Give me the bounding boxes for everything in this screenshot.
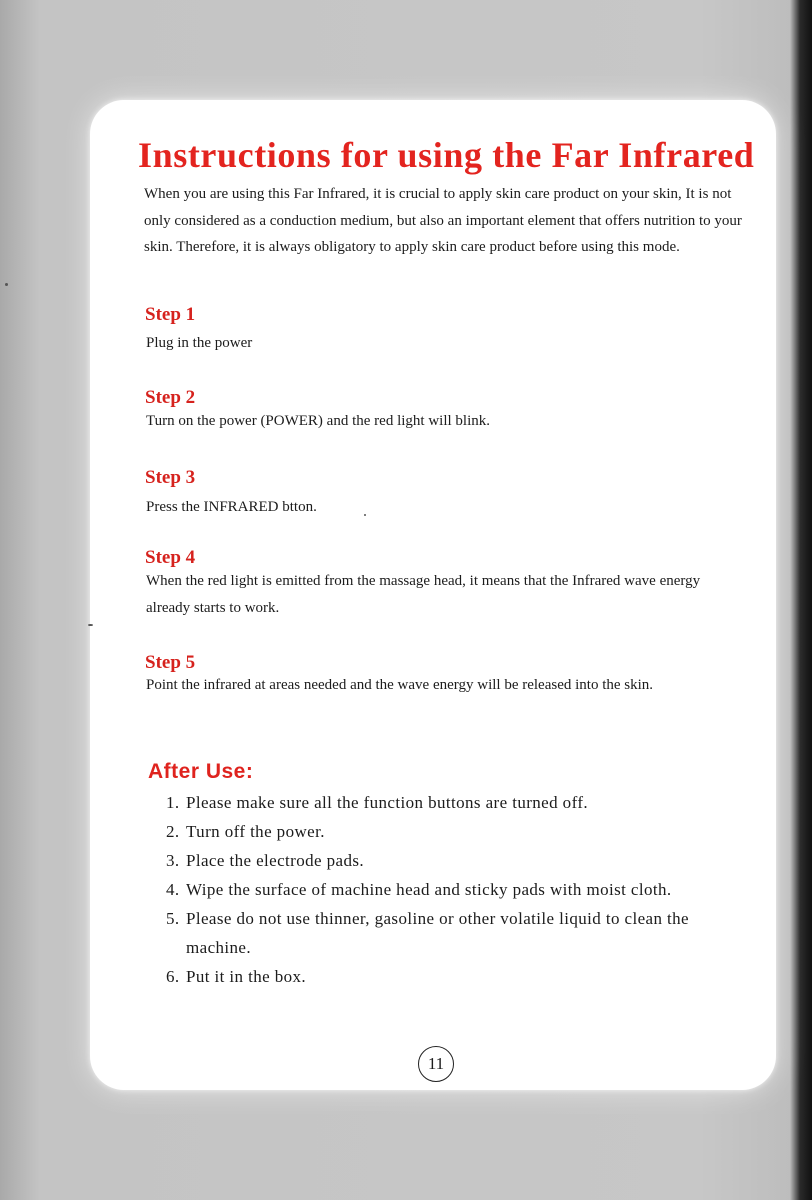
after-use-item-number: 1. [166,793,180,812]
after-use-item-number: 4. [166,880,180,899]
page-title: Instructions for using the Far Infrared [138,135,755,175]
after-use-item-6 [166,962,746,991]
step-4-title: Step 4 [145,547,196,568]
after-use-item-number: 2. [166,822,180,841]
step-1-title: Step 1 [145,304,196,325]
after-use-item-3 [166,846,746,875]
step-2-title: Step 2 [145,387,196,408]
scan-speck [5,283,8,286]
after-use-item-5 [166,904,746,962]
after-use-item-text: Wipe the surface of machine head and sticky pads with moist cloth. [186,880,672,899]
scan-speck [364,514,366,516]
after-use-item-1 [166,788,746,817]
after-use-item-2 [166,817,746,846]
step-3-text: Press the INFRARED btton. [146,499,317,515]
step-3-title: Step 3 [145,467,196,488]
after-use-item-text: Please do not use thinner, gasoline or other volatile liquid to clean the machine. [186,909,689,957]
step-2-text: Turn on the power (POWER) and the red light will blink. [146,413,490,429]
after-use-item-text: Put it in the box. [186,967,307,986]
scan-speck [88,624,93,626]
step-4-text: When the red light is emitted from the massage head, it means that the Infrared wave energy already starts to work. [146,573,701,616]
step-5-text: Point the infrared at areas needed and the wave energy will be released into the skin. [146,677,654,693]
page-number-badge: 11 [418,1046,454,1082]
step-1-text: Plug in the power [146,335,253,351]
after-use-item-text: Turn off the power. [186,822,325,841]
after-use-item-text: Place the electrode pads. [186,851,365,870]
intro-paragraph: When you are using this Far Infrared, it is crucial to apply skin care product on your skin, It is not only considered as a conduction medium, but also an important element that offers nutrition to your skin. Therefore, it is always obligatory to apply skin care product before using this mode. [144,186,742,255]
after-use-item-text: Please make sure all the function buttons are turned off. [186,793,589,812]
step-5-title: Step 5 [145,652,196,673]
after-use-item-4 [166,875,746,904]
after-use-item-number: 6. [166,967,180,986]
after-use-title: After Use: [148,760,254,783]
after-use-item-number: 5. [166,909,180,928]
after-use-item-number: 3. [166,851,180,870]
after-use-list [166,788,746,991]
